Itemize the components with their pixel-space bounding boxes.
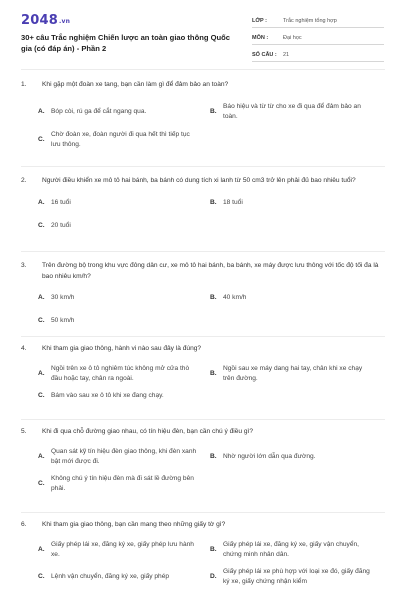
option-letter: C. (38, 317, 45, 325)
option-letter: B. (210, 369, 217, 377)
options (21, 198, 385, 232)
question-6 (21, 520, 385, 588)
document-header (0, 0, 400, 62)
option-letter: A. (38, 294, 45, 302)
option-letter: B. (210, 452, 217, 460)
options (21, 447, 385, 495)
logo-tld: .vn (58, 18, 71, 25)
option-b[interactable] (210, 447, 382, 468)
option-letter: C. (38, 479, 45, 487)
question-stem (21, 344, 385, 355)
meta-value: Trắc nghiệm tổng hợp (283, 18, 337, 24)
question-2 (21, 176, 385, 232)
option-letter: D. (210, 572, 217, 580)
question-number: 1. (21, 81, 27, 88)
option-c[interactable] (38, 567, 210, 588)
option-letter: C. (38, 135, 45, 143)
meta-value: Đại học (283, 35, 302, 41)
meta-row-subject (252, 31, 384, 45)
option-letter: A. (38, 369, 45, 377)
option-b[interactable] (210, 102, 382, 123)
divider (21, 419, 385, 420)
option-letter: B. (210, 545, 217, 553)
divider (21, 336, 385, 337)
divider (21, 69, 385, 70)
question-3 (21, 261, 385, 327)
document-title: 30+ câu Trắc nghiệm Chiến lược an toàn giao thông Quốc gia (có đáp án) - Phần 2 (21, 33, 231, 53)
question-text: Khi tham gia giao thông, bạn cần mang theo những giấy tờ gì? (42, 521, 226, 528)
option-letter: A. (38, 452, 45, 460)
option-text: Giấy phép lái xe, đăng ký xe, giấy phép lưu hành xe. (51, 540, 194, 558)
meta-label: LỚP : (252, 18, 267, 24)
option-text: Giấy phép lái xe, đăng ký xe, giấy vận chuyển, chứng minh nhân dân. (223, 540, 359, 558)
option-text: Bóp còi, rú ga để cắt ngang qua. (51, 107, 147, 115)
option-letter: C. (38, 572, 45, 580)
options (21, 102, 385, 151)
option-text: 20 tuổi (51, 221, 71, 229)
option-text: Không chú ý tín hiệu đèn mà đi sát lề đường bên phải. (51, 474, 194, 492)
option-a[interactable] (38, 198, 210, 209)
question-text: Khi gặp một đoàn xe tang, bạn cần làm gì để đảm bảo an toàn? (42, 81, 229, 88)
question-1 (21, 80, 385, 151)
option-b[interactable] (210, 364, 382, 385)
option-text: 30 km/h (51, 294, 75, 302)
option-letter: B. (210, 198, 217, 206)
question-4 (21, 344, 385, 402)
option-a[interactable] (38, 364, 210, 385)
meta-label: SỐ CÂU : (252, 52, 277, 58)
option-text: Nhờ người lớn dẫn qua đường. (223, 452, 316, 460)
meta-label: MÔN : (252, 35, 269, 41)
option-a[interactable] (38, 447, 210, 468)
option-text: Chờ đoàn xe, đoàn người đi qua hết thì tiếp tục lưu thông. (51, 130, 190, 148)
option-c[interactable] (38, 221, 210, 232)
question-stem (21, 261, 385, 282)
option-letter: A. (38, 107, 45, 115)
options (21, 293, 385, 327)
question-stem (21, 427, 385, 438)
options (21, 364, 385, 402)
option-b[interactable] (210, 198, 382, 209)
divider (21, 166, 385, 167)
option-c[interactable] (38, 391, 210, 402)
meta-row-class (252, 14, 384, 28)
option-a[interactable] (38, 293, 210, 304)
question-stem (21, 80, 385, 91)
question-stem (21, 520, 385, 531)
option-letter: B. (210, 294, 217, 302)
option-c[interactable] (38, 130, 210, 151)
option-c[interactable] (38, 474, 210, 495)
meta-value: 21 (283, 52, 290, 58)
option-letter: C. (38, 391, 45, 399)
option-text: 16 tuổi (51, 198, 71, 206)
option-letter: B. (210, 107, 217, 115)
meta-row-count (252, 48, 384, 62)
logo-text: 2048 (21, 13, 58, 28)
site-logo[interactable] (21, 13, 70, 28)
question-number: 5. (21, 428, 27, 435)
question-number: 6. (21, 521, 27, 528)
option-text: 50 km/h (51, 317, 75, 325)
option-letter: A. (38, 198, 45, 206)
option-text: Bám vào sau xe ô tô khi xe đang chạy. (51, 391, 164, 399)
divider (21, 512, 385, 513)
option-b[interactable] (210, 293, 382, 304)
option-text: 18 tuổi (223, 198, 243, 206)
option-text: Ngồi trên xe ô tô nghiêm túc không mở cửa thò đầu hoặc tay, chân ra ngoài. (51, 364, 190, 382)
option-letter: C. (38, 221, 45, 229)
option-d[interactable] (210, 567, 382, 588)
option-a[interactable] (38, 540, 210, 561)
option-text: Giấy phép lái xe phù hợp với loại xe đó, giấy đăng ký xe, giấy chứng nhận kiểm (223, 567, 370, 585)
option-letter: A. (38, 545, 45, 553)
option-b[interactable] (210, 540, 382, 561)
question-text: Khi đi qua chỗ đường giao nhau, có tín hiệu đèn, bạn cần chú ý điều gì? (42, 428, 254, 435)
option-a[interactable] (38, 102, 210, 123)
option-c[interactable] (38, 316, 210, 327)
divider (21, 251, 385, 252)
options (21, 540, 385, 588)
option-text: 40 km/h (223, 294, 247, 302)
option-text: Ngồi sau xe máy dang hai tay, chân khi xe chạy trên đường. (223, 364, 363, 382)
question-number: 4. (21, 345, 27, 352)
question-number: 3. (21, 262, 27, 269)
question-number: 2. (21, 177, 27, 184)
question-stem (21, 176, 385, 187)
question-5 (21, 427, 385, 495)
option-text: Lệnh vận chuyển, đăng ký xe, giấy phép (51, 572, 170, 580)
option-text: Quan sát kỹ tín hiệu đèn giao thông, khi đèn xanh bật mới được đi. (51, 447, 197, 465)
question-text: Trên đường bộ trong khu vực đông dân cư, xe mô tô hai bánh, ba bánh, xe máy được lưu thông với tốc độ tối đa là bao nhiêu km/h? (42, 262, 379, 280)
meta-panel (252, 14, 384, 65)
question-text: Khi tham gia giao thông, hành vi nào sau đây là đúng? (42, 345, 202, 352)
question-text: Người điều khiển xe mô tô hai bánh, ba bánh có dung tích xi lanh từ 50 cm3 trở lên phải đủ bao nhiêu tuổi? (42, 177, 356, 184)
option-text: Báo hiệu và từ từ cho xe đi qua để đảm bảo an toàn. (223, 102, 361, 120)
